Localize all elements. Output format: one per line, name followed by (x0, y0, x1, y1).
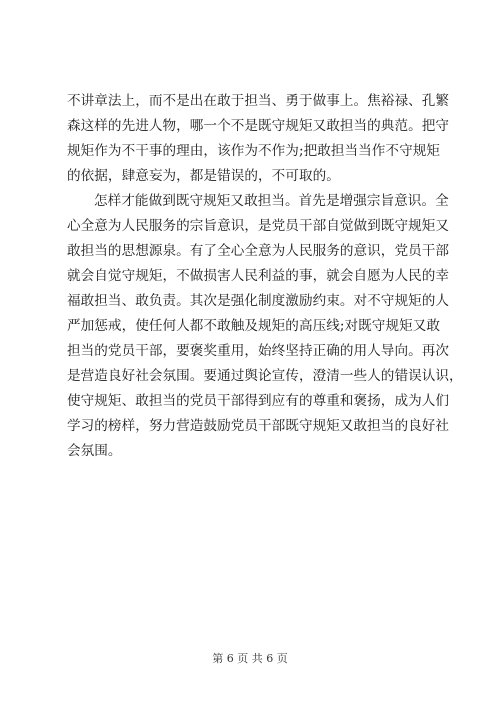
paragraph-2-line-1: 怎样才能做到既守规矩又敢担当。首先是增强宗旨意识。全 (94, 193, 449, 209)
paragraph-2-line-4: 就会自觉守规矩，不做损害人民利益的事，就会自愿为人民的幸 (67, 268, 450, 284)
page-number-label: 第 6 页 共 6 页 (212, 652, 288, 665)
paragraph-2-line-3: 敢担当的思想源泉。有了全心全意为人民服务的意识，党员干部 (67, 243, 450, 259)
paragraph-1-line-4: 的依据，肆意妄为，都是错误的，不可取的。 (67, 168, 340, 184)
paragraph-1-line-1: 不讲章法上，而不是出在敢于担当、勇于做事上。焦裕禄、孔繁 (67, 93, 450, 109)
paragraph-2-line-10: 学习的榜样，努力营造鼓励党员干部既守规矩又敢担当的良好社 (67, 418, 450, 434)
paragraph-2-line-6: 严加惩戒，使任何人都不敢触及规矩的高压线;对既守规矩又敢 (67, 318, 441, 334)
paragraph-2-line-11: 会氛围。 (67, 443, 122, 459)
paragraph-1-line-3: 规矩作为不干事的理由，该作为不作为;把敢担当当作不守规矩 (67, 143, 441, 159)
paragraph-2-line-7: 担当的党员干部，要褒奖重用，始终坚持正确的用人导向。再次 (67, 343, 450, 359)
paragraph-1-line-2: 森这样的先进人物，哪一个不是既守规矩又敢担当的典范。把守 (67, 118, 450, 134)
paragraph-2-line-2: 心全意为人民服务的宗旨意识，是党员干部自觉做到既守规矩又 (67, 218, 450, 234)
page-footer (0, 650, 500, 666)
paragraph-2-line-9: 使守规矩、敢担当的党员干部得到应有的尊重和褒扬，成为人们 (67, 393, 450, 409)
body-text (67, 89, 463, 464)
paragraph-2-line-5: 福敢担当、敢负责。其次是强化制度激励约束。对不守规矩的人 (67, 293, 450, 309)
paragraph-2-line-8: 是营造良好社会氛围。要通过舆论宣传，澄清一些人的错误认识， (67, 368, 463, 384)
